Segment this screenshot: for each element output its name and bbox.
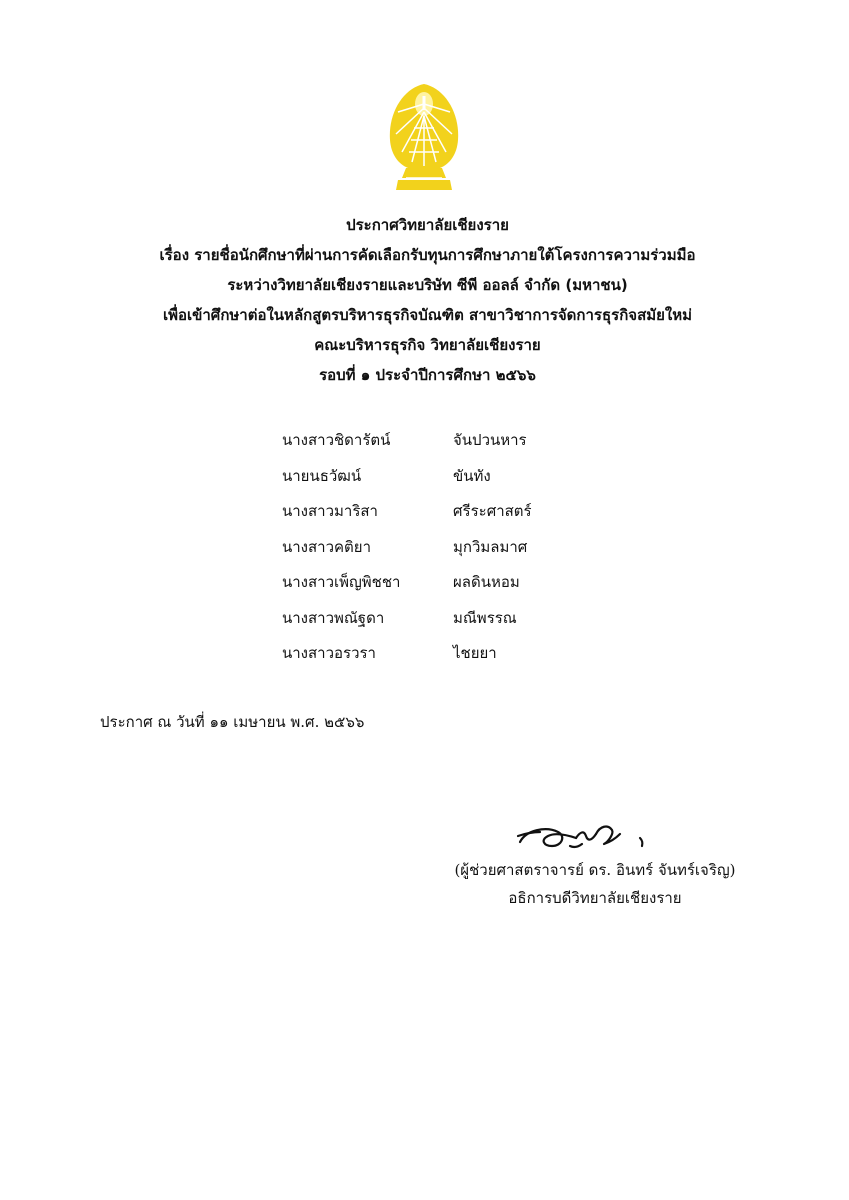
header-title: ประกาศวิทยาลัยเชียงราย [346, 216, 509, 234]
announcement-date: ประกาศ ณ วันที่ ๑๑ เมษายน พ.ศ. ๒๕๖๖ [100, 713, 365, 731]
student-first-name: นางสาวเพ็ญพิชชา [282, 573, 401, 591]
signer-name: (ผู้ช่วยศาสตราจารย์ ดร. อินทร์ จันทร์เจริญ) [454, 861, 736, 879]
student-last-name: ศรีระศาสตร์ [453, 502, 532, 520]
header-subject: เรื่อง รายชื่อนักศึกษาที่ผ่านการคัดเลือกรับทุนการศึกษาภายใต้โครงการความร่วมมือ [159, 246, 696, 264]
student-list [282, 423, 582, 672]
student-last-name: ไชยยา [453, 644, 497, 662]
student-first-name: นางสาวอรวรา [282, 644, 376, 662]
student-last-name: ขันทัง [453, 466, 491, 485]
student-row [282, 459, 582, 495]
header-program: เพื่อเข้าศึกษาต่อในหลักสูตรบริหารธุรกิจบัณฑิต สาขาวิชาการจัดการธุรกิจสมัยใหม่ [162, 306, 692, 324]
student-last-name: จันปวนหาร [453, 431, 527, 449]
university-logo-icon [384, 82, 464, 194]
header-partners: ระหว่างวิทยาลัยเชียงรายและบริษัท ซีพี ออลล์ จำกัด (มหาชน) [227, 276, 628, 294]
signer-position: อธิการบดีวิทยาลัยเชียงราย [508, 889, 682, 907]
student-first-name: นางสาวมาริสา [282, 502, 378, 520]
student-row [282, 636, 582, 672]
student-last-name: มณีพรรณ [453, 608, 517, 627]
announcement-header [60, 210, 795, 390]
student-first-name: นางสาวคติยา [282, 537, 371, 556]
student-row [282, 423, 582, 459]
signer-block [440, 856, 750, 912]
student-first-name: นายนธวัฒน์ [282, 466, 362, 485]
header-round: รอบที่ ๑ ประจำปีการศึกษา ๒๕๖๖ [319, 366, 536, 384]
signature-icon [512, 816, 662, 856]
student-row [282, 494, 582, 530]
student-last-name: ผลดินหอม [453, 573, 520, 591]
student-last-name: มุกวิมลมาศ [453, 537, 528, 556]
header-faculty: คณะบริหารธุรกิจ วิทยาลัยเชียงราย [314, 336, 541, 354]
student-row [282, 530, 582, 566]
student-row [282, 565, 582, 601]
student-first-name: นางสาวชิดารัตน์ [282, 431, 391, 449]
student-row [282, 601, 582, 637]
student-first-name: นางสาวพณัฐดา [282, 608, 385, 627]
